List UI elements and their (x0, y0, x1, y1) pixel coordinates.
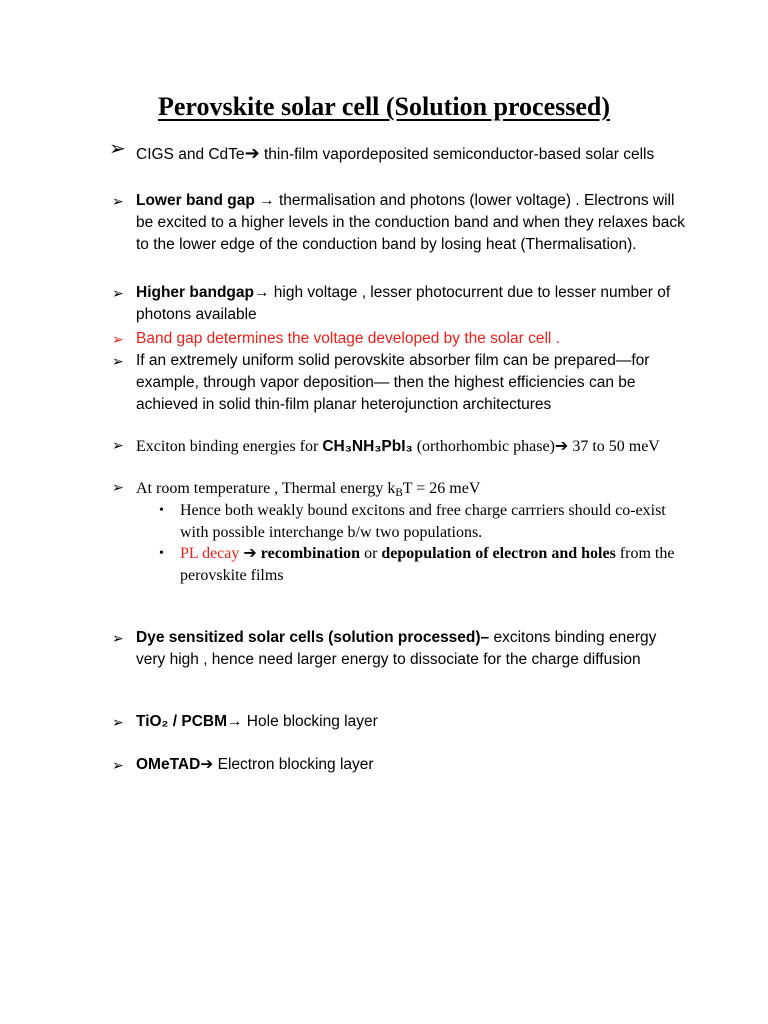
list-item-higher-bandgap (112, 282, 685, 326)
list-item-lower-band-gap (112, 190, 685, 256)
ometad-term: OMeTAD (136, 756, 201, 773)
arrowhead-bullet-icon: ➢ (112, 193, 124, 209)
band-gap-voltage-text: Band gap determines the voltage developed by the solar cell . (136, 330, 560, 347)
list-item-cigs (109, 138, 685, 166)
or-connector: or (360, 545, 382, 562)
uniform-film-text: If an extremely uniform solid perovskite absorber film can be prepared—for example, through vapor deposition— then the highest efficiencies can be achieved in solid thin-film planar heterojunction architectures (136, 352, 650, 413)
right-arrow-icon: ➔ (200, 756, 214, 773)
higher-bandgap-desc: → high voltage , lesser photocurrent due to lesser number of photons available (136, 284, 671, 323)
lower-band-gap-term: Lower band gap (136, 192, 255, 209)
sub-list-item-coexist (115, 500, 685, 544)
arrowhead-bullet-icon: ➢ (112, 439, 124, 454)
dye-sensitized-desc: excitons binding energy very high , hence need larger energy to dissociate for the charge diffusion (136, 629, 657, 668)
right-arrow-icon: ➔ (243, 545, 257, 562)
higher-bandgap-term: Higher bandgap (136, 284, 254, 301)
arrowhead-bullet-icon: ➢ (112, 285, 124, 301)
exciton-pre: Exciton binding energies for (136, 438, 323, 455)
list-item-band-gap-voltage (112, 328, 685, 350)
coexist-text: Hence both weakly bound excitons and free charge carrriers should co-exist with possible interchange b/w two populations. (180, 502, 666, 541)
cigs-lead: CIGS and CdTe (136, 146, 245, 163)
arrowhead-bullet-icon: ➢ (112, 481, 124, 496)
depopulation-term: depopulation of electron and holes (381, 545, 616, 562)
hole-blocking-text: → Hole blocking layer (227, 713, 378, 730)
exciton-phase: (orthorhombic phase) (412, 438, 555, 455)
arrowhead-bullet-icon: ➢ (112, 757, 124, 773)
list-item-uniform-film (112, 350, 685, 416)
perovskite-formula: CH₃NH₃PbI₃ (322, 438, 413, 455)
room-temp-post: T = 26 meV (402, 480, 481, 497)
bullet-dot-icon: • (159, 503, 164, 518)
arrowhead-bullet-icon: ➢ (112, 331, 124, 347)
exciton-value: 37 to 50 meV (568, 438, 660, 455)
list-item-dye-sensitized (112, 627, 685, 671)
arrowhead-bullet-icon: ➢ (112, 630, 124, 646)
pl-decay-term: PL decay (180, 545, 240, 562)
list-item-exciton-binding (112, 436, 685, 458)
list-item-tio2-pcbm (112, 711, 685, 733)
arrowhead-bullet-icon: ➢ (112, 353, 124, 369)
right-arrow-icon: ➔ (244, 143, 260, 163)
room-temp-pre: At room temperature , Thermal energy k (136, 480, 396, 497)
arrowhead-bullet-icon: ➢ (112, 714, 124, 730)
electron-blocking-text: Electron blocking layer (213, 756, 374, 773)
dye-sensitized-term: Dye sensitized solar cells (solution processed)– (136, 629, 490, 646)
sub-list-item-pl-decay (115, 543, 685, 587)
pl-decay-rest: from the perovskite films (180, 545, 675, 584)
recombination-term: recombination (260, 545, 361, 562)
arrowhead-bullet-icon: ➢ (109, 138, 126, 160)
lower-band-gap-desc: → thermalisation and photons (lower voltage) . Electrons will be excited to a higher levels in the conduction band and when they relaxes back to the lower edge of the conduction band by losing heat (Thermalisation). (136, 192, 685, 253)
tio2-pcbm-term: TiO₂ / PCBM (136, 713, 227, 730)
page-title: Perovskite solar cell (Solution processed) (157, 92, 611, 121)
boltzmann-subscript: B (395, 487, 403, 499)
right-arrow-icon: ➔ (554, 438, 569, 455)
bullet-dot-icon: • (159, 546, 164, 561)
list-item-ometad (112, 754, 685, 776)
cigs-rest: thin-film vapordeposited semiconductor-based solar cells (259, 146, 655, 163)
